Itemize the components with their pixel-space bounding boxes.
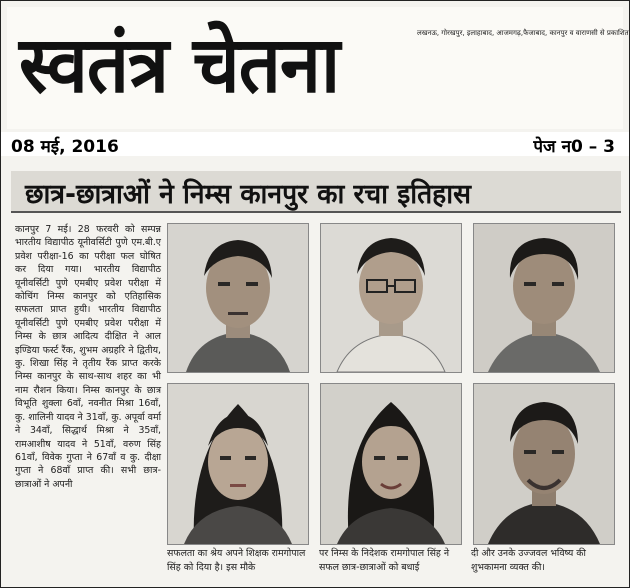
female-student-icon [321,384,461,544]
male-student-glasses-icon [321,224,461,372]
student-photo-2 [320,223,462,373]
student-photo-4 [167,383,309,545]
article-text: कानपुर 7 मई। 28 फरवरी को सम्पन्न भारतीय विद्यापीठ यूनीवर्सिटी पुणे एम.बी.ए प्रवेश परीक्षा-16 का परीक्षा फल घोषित कर दिया गया। भारतीय विद्यापीठ यूनीवर्सिटी पुणे एमबीए प्रवेश परीक्षा में कोचिंग निम्स कानपुर को एतिहासिक सफलता प्राप्त हुयी। भारतीय विद्यापीठ यूनीवर्सिटी पुणे एमबीए प्रवेश परीक्षा में निम्स के छात्र आदित्य दीक्षित ने आल इण्डिया फर्स्ट रैंक, शुभम अग्रहरि ने द्वितीय, कु. शिखा सिंह ने तृतीय रैंक प्राप्त करके निम्स कानपुर के साथ-साथ शहर का भी नाम रौशन किया। निम्स कानपुर के छात्र विभूति शुक्ला 6वाँ, नवनीत मिश्रा 16वाँ, कु. शालिनी यादव ने 31वाँ, कु. अपूर्वा वर्मा ने 34वाँ, सिद्धार्थ मिश्रा ने 35वाँ, रामआशीष यादव ने 51वाँ, वरुण सिंह 61वाँ, विवेक गुप्ता ने 67वाँ व कु. दीक्षा गुप्ता ने 68वाँ प्राप्त की। सभी छात्र-छात्राओं ने अपनी [15,224,161,490]
male-student-icon [474,384,614,544]
dateline [1,132,629,156]
student-photo-5 [320,383,462,545]
headline: छात्र-छात्राओं ने निम्स कानपुर का रचा इतिहास [25,179,471,210]
masthead-cities: लखनऊ, गोरखपुर, इलाहाबाद, आजमगढ़,फैजाबाद, कानपुर व वाराणसी से प्रकाशित [417,29,629,37]
publication-date: 08 मई, 2016 [11,137,119,157]
masthead-title: स्वतंत्र चेतना [19,19,340,111]
student-photo-1 [167,223,309,373]
page-number: पेज न0 – 3 [533,137,615,157]
caption-col-2: पर निम्स के निदेशक रामगोपाल सिंह ने सफल छात्र-छात्राओं को बधाई [319,548,450,573]
caption-col-3: दी और उनके उज्जवल भविष्य की शुभकामना व्यक्त की। [471,548,586,573]
masthead [7,7,629,129]
caption-col-1: सफलता का श्रेय अपने शिक्षक रामगोपाल सिंह को दिया है। इस मौके [167,548,306,573]
photo-grid [167,223,613,545]
female-student-icon [168,384,308,544]
article-body [15,223,161,573]
caption-row [167,547,613,581]
student-photo-6 [473,383,615,545]
male-student-icon [168,224,308,372]
headline-box [11,171,621,213]
student-photo-3 [473,223,615,373]
male-student-icon [474,224,614,372]
